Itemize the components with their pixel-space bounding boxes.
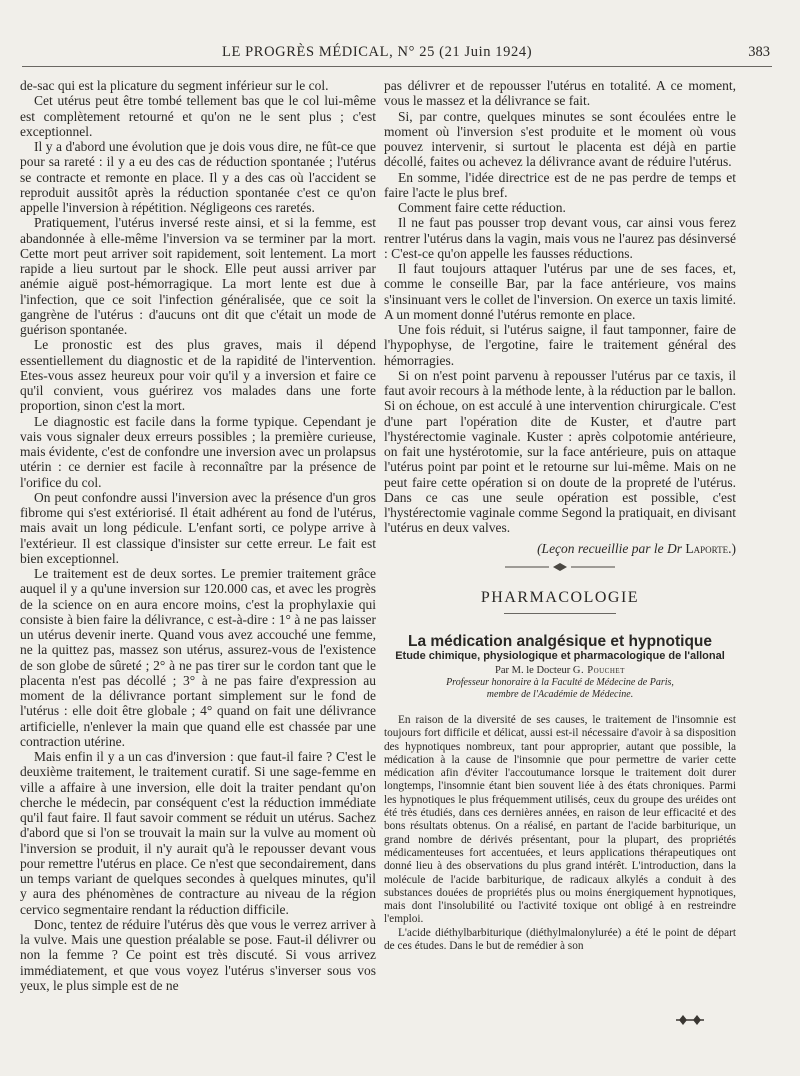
running-header [22,42,772,67]
lecture-signature [384,541,736,556]
section-rule [504,613,616,614]
paragraph: Il ne faut pas pousser trop devant vous, car ainsi vous ferez rentrer l'utérus dans la vagin, mais vous ne l'aurez pas désinversé : C'est-ce qu'on appelle les fausses réductions. [384,215,736,261]
paragraph: Le traitement est de deux sortes. Le premier traitement grâce auquel il y a qu'une inversion sur 120.000 cas, et avec les progrès de la science on en aura encore moins, c'est la prophylaxie qui consiste à bien faire la délivrance, c est-à-dire : 1° à ne pas laisser un utérus devenir inerte. Quand vous avez accouché une femme, ne la quittez pas, massez son utérus, assurez-vous de l'existence de son globe de sûreté ; 2° à ne pas tirer sur le cordon tant que le placenta n'est pas décollé ; 3° à ne pas faire d'expression au moment de la délivrance portant simplement sur le fond de l'utérus : elle doit être globale ; 4° quand on fait une délivrance artificielle, n'enlever la main que quand elle est chassée par une contraction utérine. [20,566,376,749]
paragraph: Mais enfin il y a un cas d'inversion : que faut-il faire ? C'est le deuxième traitement, le traitement curatif. Si une sage-femme en ville a affaire à une inversion, elle doit la traiter pendant qu'on cherche le médecin, par conséquent c'est la réduction immédiate qu'il faut faire. Il faut savoir comment se réduit un utérus. Sachez d'abord que si l'on se trouvait la main sur la vulve au moment où l'inversion se produit, il n'y aurait qu'à le repousser devant vous pour remettre l'utérus en place. Ce n'est que secondairement, dans un temps variant de quelques secondes à quelques minutes, qu'il y aura des phénomènes de contracture au niveau de la région cervico segmentaire rendant la réduction difficile. [20,749,376,917]
paragraph: Donc, tentez de réduire l'utérus dès que vous le verrez arriver à la vulve. Mais une question préalable se pose. Faut-il délivrer ou non la femme ? Ce point est très discuté. Si vous arrivez immédiatement, et que vous voyez l'utérus s'inverser sous vos yeux, le plus simple est de ne [20,916,376,993]
section-heading: PHARMACOLOGIE [480,588,640,606]
paragraph: L'acide diéthylbarbiturique (diéthylmalonylurée) a été le point de départ de ces études. Dans le but de remédier à son [384,926,736,953]
paragraph: En raison de la diversité de ses causes, le traitement de l'insomnie est toujours fort difficile et délicat, aussi est-il nécessaire d'avoir à sa disposition des hypnotiques nombreux, tant pour approprier, autant que possible, la médication à la cause de l'insomnie que pour permettre de varier cette médication afin d'éviter l'accoutumance lorsque le traitement doit durer longtemps, l'insomnie étant bien souvent liée à des états chroniques. Parmi les hypnotiques le plus fréquemment utilisés, ceux du groupe des uréides ont été très étudiés, dans ces dernières années, en raison de leur efficacité et des bons résultats obtenus. On a réalisé, en partant de l'acide barbiturique, un grand nombre de dérivés présentant, pour la plupart, des propriétés médicamenteuses fort accentuées, et leurs applications thérapeutiques ont donné lieu à des observations du plus grand intérêt. L'introduction, dans la molécule de l'acide barbiturique, de radicaux alkylés a conduit à des substances douées de propriétés plus ou moins énergiquement hypnotiques, mais dont l'insolubilité ou l'activité toxique ont obligé à en restreindre l'emploi. [384,714,736,926]
continuation-ornament [676,1014,706,1026]
ornamental-separator [505,562,615,572]
paragraph: Comment faire cette réduction. [398,200,566,215]
article-subtitle: Etude chimique, physiologique et pharmacologique de l'allonal [395,650,725,663]
paragraph: Pratiquement, l'utérus inversé reste ainsi, et si la femme, est abandonnée à elle-même l'inversion va se terminer par la mort. Cette mort peut arriver soit rapidement, soit lentement. La mort rapide a lieu surtout par le shock. Elle peut aussi arriver par anémie aiguë post-hémorragique. La mort lente est due à l'infection, que ce soit l'infection généralisée, que ce soit la gangrène de l'utérus : d'aucuns ont dit que c'était un mode de guérison spontanée. [20,215,376,337]
author-name: G. Pouchet [572,664,625,676]
author-affiliation-line: Professeur honoraire à la Faculté de Médecine de Paris, [446,676,674,688]
signature-prefix: (Leçon recueillie par le Dr [537,540,683,556]
page-number: 383 [748,44,770,60]
paragraph: Une fois réduit, si l'utérus saigne, il faut tamponner, faire de l'hypophyse, de l'ergotine, faire le traitement général des hémorragies. [384,322,736,368]
paragraph: Il y a d'abord une évolution que je dois vous dire, ne fût-ce que pour sa rareté : il y a eu des cas de réduction spontanée ; l'utérus se contracte et remonte en place. Il y a des cas où l'accident se reproduit aussitôt après la réduction spontanée c'est ce qu'on appelle l'inversion à répétition. Négligeons ces raretés. [20,139,376,215]
paragraph: Le diagnostic est facile dans la forme typique. Cependant je vais vous signaler deux erreurs possibles ; la première curieuse, mais évidente, c'est de confondre une inversion avec un prolapsus utérin : ce dernier est facile à reconnaître par la présence de l'orifice du col. [20,413,376,490]
article-title: La médication analgésique et hypnotique [407,633,713,650]
journal-title: LE PROGRÈS MÉDICAL, N° 25 (21 Juin 1924) [222,44,533,60]
left-column [20,78,376,993]
right-column [384,78,736,953]
paragraph: En somme, l'idée directrice est de ne pas perdre de temps et faire l'acte le plus bref. [384,169,736,200]
author-affiliation-line: membre de l'Académie de Médecine. [486,688,634,700]
article-author [384,665,736,677]
paragraph: Le pronostic est des plus graves, mais il dépend essentiellement du diagnostic et de la rapidité de l'intervention. Etes-vous assez heureux pour voir qu'il y a inversion et faire ce qu'il convient, vous guérirez vos malades dans une forte proportion, sinon c'est la mort. [20,337,376,414]
paragraph: Si on n'est point parvenu à repousser l'utérus par ce taxis, il faut avoir recours à la méthode lente, à la réduction par le ballon. Si on échoue, on est acculé à une intervention chirurgicale. C'est d'une part l'opération dite de Kuster, et d'autre part l'hystérectomie vaginale. Kuster : après colpotomie antérieure, on fait une hystérotomie, sur la face antérieure, puis on attaque l'utérus point par point et le retourne sur lui-même. Mais on ne peut faire cette opération si on doute de la propreté de l'utérus. Dans ce cas une seule opération est possible, c'est l'hystérectomie vaginale comme Segond la pratiquait, en divisant l'utérus en deux valves. [384,367,736,536]
article-body [384,714,736,953]
paragraph: Cet utérus peut être tombé tellement bas que le col lui-même est complètement retourné et qu'on ne le sent plus ; c'est exceptionnel. [20,93,376,139]
signature-name: Laporte.) [685,540,736,556]
paragraph: Si, par contre, quelques minutes se sont écoulées entre le moment où l'inversion s'est produite et le moment où vous pouvez intervenir, si surtout le placenta est déjà en partie décollé, faites ou achevez la délivrance avant de réduire l'utérus. [384,108,736,170]
paragraph: pas délivrer et de repousser l'utérus en totalité. A ce moment, vous le massez et la délivrance se fait. [384,78,736,109]
paragraph: Il faut toujours attaquer l'utérus par une de ses faces, et, comme le conseille Bar, par la face antérieure, vos mains s'insinuant vers le collet de l'inversion. On exerce un taxis limité. A un moment donné l'utérus remonte en place. [384,261,736,322]
paragraph: On peut confondre aussi l'inversion avec la présence d'un gros fibrome qui s'est extériorisé. Il était adhérent au fond de l'utérus, mais avait un long pédicule. L'enfant sorti, ce polype arrive à l'extérieur. Il est classique d'insister sur cette erreur. Le fait est bien exceptionnel. [20,489,376,566]
paragraph: de-sac qui est la plicature du segment inférieur sur le col. [20,78,329,93]
author-prefix: Par M. le Docteur [495,664,571,676]
